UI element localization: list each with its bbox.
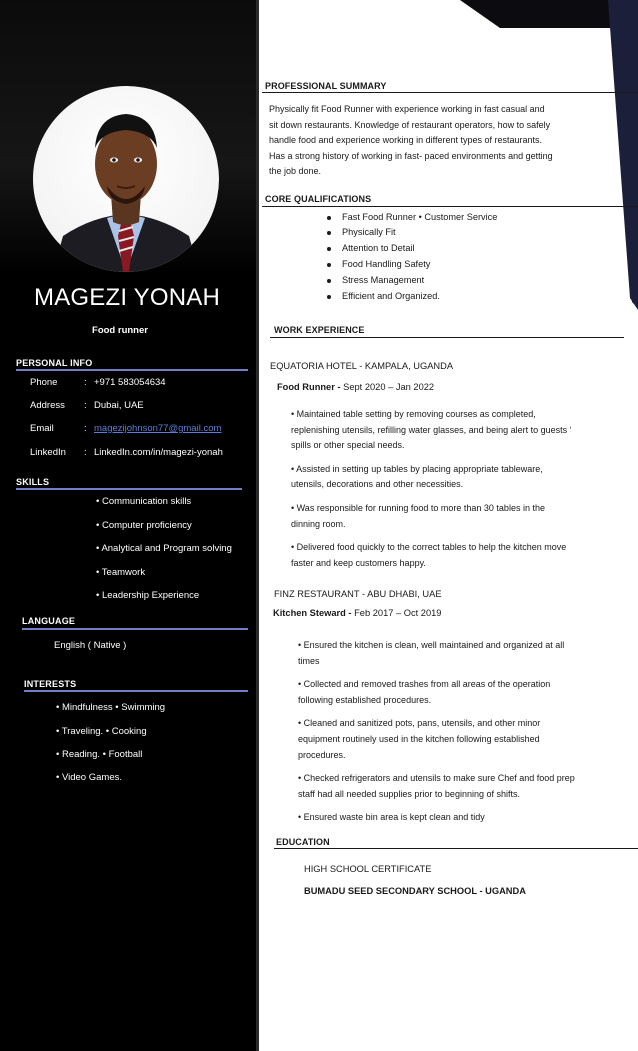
job-employer: EQUATORIA HOTEL - KAMPALA, UGANDA [270, 361, 454, 371]
info-key: Phone [30, 377, 58, 388]
job-title: Kitchen Steward - [273, 608, 352, 618]
summary-line: Has a strong history of working in fast- paced environments and getting [269, 150, 553, 161]
qualification-item: Food Handling Safety [342, 259, 430, 269]
summary-heading: PROFESSIONAL SUMMARY [265, 81, 387, 91]
profile-photo [33, 86, 219, 272]
interest-item: • Mindfulness • Swimming [56, 702, 166, 713]
info-key: Email [30, 423, 54, 434]
interest-item: • Video Games. [56, 772, 122, 783]
interests-heading: INTERESTS [24, 679, 77, 689]
bullet-line: faster and keep customers happy. [291, 557, 426, 568]
bullet-line: • Checked refrigerators and utensils to make sure Chef and food prep [298, 773, 575, 784]
qualification-item: Physically Fit [342, 227, 396, 237]
job-employer: FINZ RESTAURANT - ABU DHABI, UAE [274, 589, 442, 599]
job-title-line [273, 608, 441, 618]
skill-item: • Computer proficiency [96, 520, 192, 531]
info-sep: : [84, 423, 87, 434]
linkedin-value: LinkedIn.com/in/magezi-yonah [94, 447, 223, 458]
info-sep: : [84, 447, 87, 458]
interests-rule [24, 690, 248, 692]
skills-heading: SKILLS [16, 477, 50, 487]
bullet-line: staff had all needed supplies prior to beginning of shifts. [298, 788, 520, 799]
info-key: LinkedIn [30, 447, 66, 458]
language-item: English ( Native ) [54, 640, 127, 651]
summary-line: handle food and experience working in different types of restaurants. [269, 135, 543, 146]
job-bullets [298, 638, 628, 826]
skill-item: • Communication skills [96, 496, 192, 507]
bullet-line: • Was responsible for running food to more than 30 tables in the [291, 502, 545, 513]
job-bullets [291, 407, 631, 571]
bullet-line: • Collected and removed trashes from all areas of the operation [298, 679, 551, 690]
bullet-line: spills or other special needs. [291, 440, 405, 451]
sidebar-edge [256, 0, 259, 1051]
job-title-line [277, 382, 434, 392]
education-heading: EDUCATION [276, 837, 330, 847]
bullet-line: following established procedures. [298, 694, 432, 705]
education-school: BUMADU SEED SECONDARY SCHOOL - UGANDA [304, 886, 526, 896]
qualification-item: Stress Management [342, 275, 424, 285]
skill-item: • Leadership Experience [96, 590, 200, 601]
summary-rule [262, 92, 638, 93]
experience-heading: WORK EXPERIENCE [274, 325, 365, 335]
interest-item: • Reading. • Football [56, 749, 143, 760]
job-title: Food Runner - [277, 382, 341, 392]
bullet-line: times [298, 655, 320, 666]
profile-photo-illustration [33, 86, 219, 272]
qualification-item: Fast Food Runner • Customer Service [342, 212, 497, 222]
language-rule [22, 628, 248, 630]
summary-line: Physically fit Food Runner with experience working in fast casual and [269, 104, 545, 114]
summary-line: sit down restaurants. Knowledge of restaurant operators, how to safely [269, 119, 551, 130]
education-certificate: HIGH SCHOOL CERTIFICATE [304, 864, 432, 874]
education-rule [274, 848, 638, 849]
bullet-line: • Ensured waste bin area is kept clean and tidy [298, 812, 485, 823]
bullet-line: utensils, decorations and other necessities. [291, 479, 464, 490]
experience-rule [270, 337, 624, 338]
qualification-item: Efficient and Organized. [342, 291, 440, 301]
qualifications-heading: CORE QUALIFICATIONS [265, 194, 372, 204]
bullet-line: procedures. [298, 749, 346, 760]
summary-line: the job done. [269, 166, 322, 177]
personal-info-rule [16, 369, 248, 371]
qualifications-rule [262, 206, 638, 207]
bullet-line: • Assisted in setting up tables by placing appropriate tableware, [291, 463, 543, 474]
summary-text [269, 102, 619, 180]
interest-item: • Traveling. • Cooking [56, 726, 147, 737]
bullet-line: • Maintained table setting by removing courses as completed, [291, 409, 536, 419]
email-link[interactable]: magezijohnson77@gmail.com [94, 423, 222, 434]
bullet-line: • Delivered food quickly to the correct tables to help the kitchen move [291, 542, 567, 553]
skills-rule [16, 488, 242, 490]
bullet-line: replenishing utensils, refilling water glasses, and being alert to guests ‘ [291, 424, 572, 435]
job-dates: Feb 2017 – Oct 2019 [354, 608, 442, 618]
info-value: +971 583054634 [94, 377, 166, 388]
language-heading: LANGUAGE [22, 616, 76, 626]
skill-item: • Teamwork [96, 567, 146, 578]
job-dates: Sept 2020 – Jan 2022 [343, 382, 435, 392]
profile-role: Food runner [92, 325, 148, 336]
bullet-line: • Cleaned and sanitized pots, pans, utensils, and other minor [298, 718, 541, 729]
bullet-line: equipment routinely used in the kitchen following established [298, 733, 540, 744]
bullet-line: dinning room. [291, 518, 346, 529]
info-key: Address [30, 400, 65, 411]
bullet-line: • Ensured the kitchen is clean, well maintained and organized at all [298, 640, 565, 650]
info-sep: : [84, 377, 87, 388]
info-sep: : [84, 400, 87, 411]
skill-item: • Analytical and Program solving [96, 543, 232, 554]
profile-name: MAGEZI YONAH [34, 284, 220, 311]
personal-info-heading: PERSONAL INFO [16, 358, 93, 368]
info-value: Dubai, UAE [94, 400, 144, 411]
qualification-item: Attention to Detail [342, 243, 415, 253]
